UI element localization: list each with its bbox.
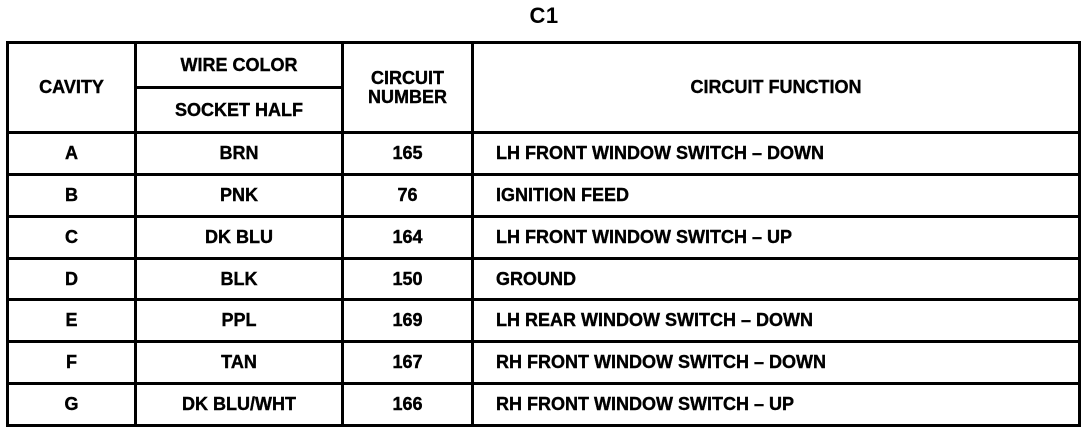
cavity-cell: A <box>8 133 136 175</box>
circuit-function-cell: GROUND <box>473 258 1080 300</box>
table-row <box>8 216 1080 258</box>
wire-color-cell: DK BLU/WHT <box>136 384 343 426</box>
wire-color-cell: BRN <box>136 133 343 175</box>
cavity-cell: E <box>8 300 136 342</box>
circuit-function-cell: RH FRONT WINDOW SWITCH – UP <box>473 384 1080 426</box>
table-row <box>8 174 1080 216</box>
cavity-cell: D <box>8 258 136 300</box>
header-cavity: CAVITY <box>8 43 136 133</box>
circuit-number-cell: 150 <box>343 258 473 300</box>
table-row <box>8 258 1080 300</box>
circuit-number-cell: 164 <box>343 216 473 258</box>
wire-color-cell: TAN <box>136 342 343 384</box>
header-circuit-function: CIRCUIT FUNCTION <box>473 43 1080 133</box>
cavity-cell: G <box>8 384 136 426</box>
table-row <box>8 342 1080 384</box>
table-row <box>8 384 1080 426</box>
circuit-number-cell: 166 <box>343 384 473 426</box>
wire-color-cell: PNK <box>136 174 343 216</box>
circuit-number-cell: 167 <box>343 342 473 384</box>
circuit-function-cell: LH FRONT WINDOW SWITCH – DOWN <box>473 133 1080 175</box>
table-row <box>8 300 1080 342</box>
header-wire-color: WIRE COLOR <box>136 43 343 88</box>
cavity-cell: C <box>8 216 136 258</box>
wire-color-cell: BLK <box>136 258 343 300</box>
wire-color-cell: DK BLU <box>136 216 343 258</box>
cavity-cell: B <box>8 174 136 216</box>
circuit-function-cell: LH REAR WINDOW SWITCH – DOWN <box>473 300 1080 342</box>
header-socket-half: SOCKET HALF <box>136 88 343 133</box>
header-circuit-number <box>343 43 473 133</box>
circuit-function-cell: LH FRONT WINDOW SWITCH – UP <box>473 216 1080 258</box>
circuit-number-cell: 169 <box>343 300 473 342</box>
table-row <box>8 133 1080 175</box>
cavity-cell: F <box>8 342 136 384</box>
circuit-function-cell: IGNITION FEED <box>473 174 1080 216</box>
header-circuit-number-text: CIRCUIT NUMBER <box>368 67 447 107</box>
connector-title: C1 <box>529 3 559 28</box>
circuit-number-cell: 165 <box>343 133 473 175</box>
wire-color-cell: PPL <box>136 300 343 342</box>
circuit-number-cell: 76 <box>343 174 473 216</box>
circuit-function-cell: RH FRONT WINDOW SWITCH – DOWN <box>473 342 1080 384</box>
connector-pinout-table <box>6 41 1081 427</box>
